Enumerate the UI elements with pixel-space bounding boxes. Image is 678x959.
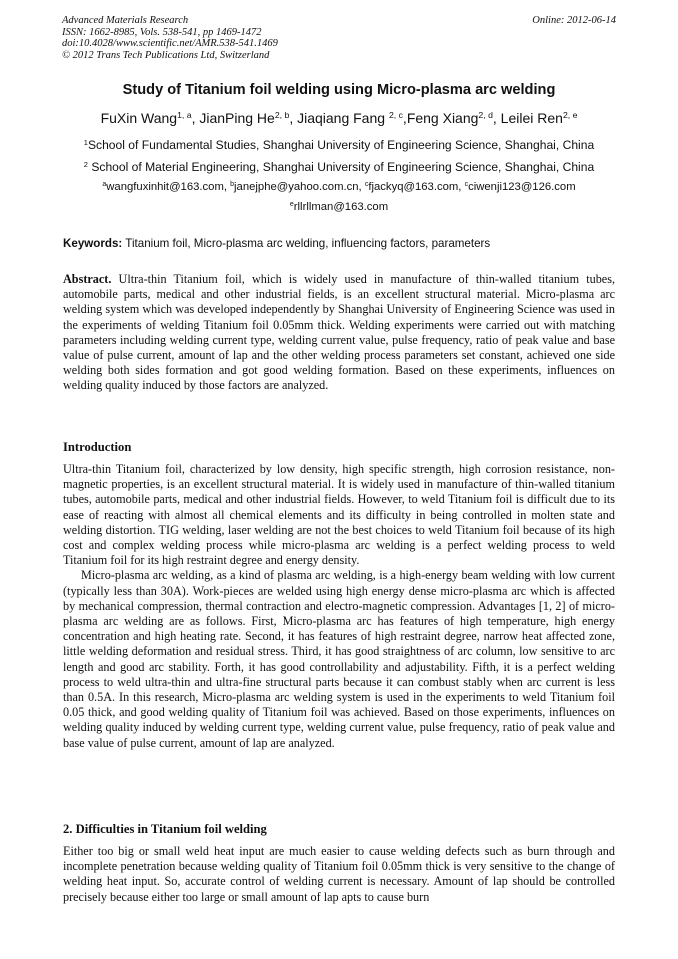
email-line-1 — [40, 181, 638, 193]
copyright-line: © 2012 Trans Tech Publications Ltd, Switzerland — [62, 49, 270, 61]
email-mark: c — [364, 181, 369, 189]
author-affiliation-mark: 1, a — [177, 110, 192, 121]
doi-line: doi:10.4028/www.scientific.net/AMR.538-541.1469 — [62, 38, 278, 49]
email-mark: c — [464, 181, 469, 189]
email-mark: a — [102, 181, 107, 189]
affiliation-mark: 1 — [83, 137, 88, 147]
author-list — [40, 110, 638, 126]
email-address: ciwenji123@126.com — [468, 181, 576, 193]
author-separator: , — [289, 110, 298, 126]
author-name: FuXin Wang — [100, 110, 178, 126]
email-address: fjackyq@163.com, — [368, 181, 465, 193]
author-affiliation-mark: 2, b — [274, 110, 290, 121]
author-name: JianPing He — [199, 110, 275, 126]
keywords-label: Keywords: — [63, 237, 123, 250]
author-name: Leilei Ren — [500, 110, 563, 126]
introduction-paragraph-1: Ultra-thin Titanium foil, characterized by low density, high specific strength, high corrosion resistance, non-magnetic properties, is an excellent structural material. It is widely used in manufacture of thin-walled titanium tubes, automobile parts, medical and other industrial fields. However, to weld Titanium foil is difficult due to its ease of reacting with almost all chemical elements and its difficulty in being controlled in molten state and welding distortion. TIG welding, laser welding are not the best choices to weld Titanium foil because of its high cost and complex welding process while micro-plasma arc welding is a perfect welding process to weld Titanium foil for its high restraint degree and energy density. — [63, 462, 615, 568]
introduction-body — [63, 462, 615, 751]
author-name: Jiaqiang Fang — [297, 110, 389, 126]
abstract-text: Ultra-thin Titanium foil, which is widely used in manufacture of thin-walled titanium tubes, automobile parts, medical and other industrial fields, is an excellent structural material. Micro-plasma arc welding system which was developed independently by Shanghai University of Engineering Science was used in the experiments of welding Titanium foil 0.05mm thick. Welding experiments were carried out with matching parameters including welding current type, welding current value, pulse frequency, ratio of peak value and base value of pulse current, amount of lap and the other welding process parameters set constant, achieved one side welding both sides formation and got good welding formation. Based on these experiments, influences on welding quality induced by those factors are analyzed. — [63, 272, 615, 393]
author-separator: , — [402, 110, 407, 126]
paper-title: Study of Titanium foil welding using Micro-plasma arc welding — [122, 82, 556, 98]
affiliation-2 — [40, 160, 638, 174]
author-separator: , — [191, 110, 200, 126]
author-affiliation-mark: 2, e — [562, 110, 578, 121]
author-name: Feng Xiang — [406, 110, 479, 126]
author-separator: , — [492, 110, 501, 126]
email-address: janejphe@yahoo.com.cn, — [234, 181, 365, 193]
online-date: Online: 2012-06-14 — [532, 15, 616, 26]
author-affiliation-mark: 2, c — [388, 110, 403, 121]
issn-line: ISSN: 1662-8985, Vols. 538-541, pp 1469-1472 — [62, 26, 262, 38]
email-address: wangfuxinhit@163.com, — [106, 181, 231, 193]
section-2-paragraph-1: Either too big or small weld heat input are much easier to cause welding defects such as burn through and incomplete penetration because welding quality of Titanium foil 0.05mm thick is very sensitive to the change of welding heat input. So, accurate control of welding current is necessary. Amount of lap should be controlled precisely because either too large or small amount of lap apts to cause burn — [63, 844, 615, 904]
keywords — [63, 237, 490, 250]
affiliation-mark: 2 — [83, 159, 88, 169]
email-line-2 — [40, 201, 638, 213]
journal-name: Advanced Materials Research — [62, 15, 189, 26]
section-2-heading: 2. Difficulties in Titanium foil welding — [63, 822, 267, 836]
affiliation-1 — [40, 138, 638, 152]
introduction-paragraph-2: Micro-plasma arc welding, as a kind of plasma arc welding, is a high-energy beam welding with low current (typically less than 30A). Work-pieces are welded using high energy dense micro-plasma arc which is affected by mechanical compression, thermal contraction and electro-magnetic compression. Advantages [1, 2] of micro-plasma arc welding are as follows. First, Micro-plasma arc has features of high temperature, high energy concentration and high heating rate. Second, it has features of high restraint degree, narrow heat affected zone, little welding deformation and residual stress. Third, it has good straightness of arc column, low sensitive to arc length and good arc stability. Forth, it has good controllability and adjustability. Fifth, it is a perfect welding process to weld ultra-thin and ultra-fine structural parts because it can combust stably when arc current is less than 0.5A. In this research, Micro-plasma arc welding system is used in the experiments to weld Titanium foil 0.05 thick, and good welding quality of Titanium foil was achieved. Based on those experiments, influences on welding quality induced by welding current type, welding current value, pulse frequency, ratio of peak value and base value of pulse current, amount of lap are analyzed. — [63, 568, 615, 750]
author-affiliation-mark: 2, d — [478, 110, 493, 121]
keywords-text: Titanium foil, Micro-plasma arc welding, influencing factors, parameters — [122, 237, 491, 250]
affiliation-text: School of Fundamental Studies, Shanghai University of Engineering Science, Shanghai, China — [87, 138, 595, 152]
email-address: rllrllman@163.com — [293, 201, 389, 213]
abstract — [63, 272, 615, 394]
email-mark: e — [289, 201, 294, 209]
section-2-body — [63, 844, 615, 905]
affiliation-text: School of Material Engineering, Shanghai University of Engineering Science, Shanghai, China — [87, 160, 595, 174]
abstract-label: Abstract. — [63, 272, 112, 286]
journal-header — [62, 15, 618, 61]
introduction-heading: Introduction — [63, 440, 132, 454]
email-mark: b — [230, 181, 235, 189]
